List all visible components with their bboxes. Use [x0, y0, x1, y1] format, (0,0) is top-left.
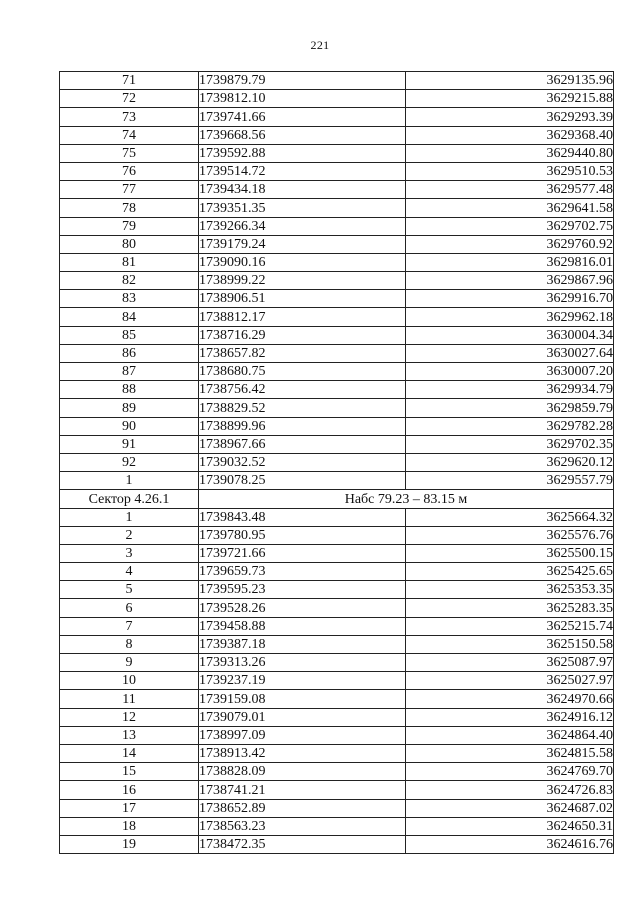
y-coordinate: 3624650.31: [406, 817, 614, 835]
table-row: [60, 399, 614, 417]
x-coordinate: 1739592.88: [199, 144, 406, 162]
y-coordinate: 3629702.35: [406, 435, 614, 453]
point-number: 4: [60, 563, 199, 581]
x-coordinate: 1739879.79: [199, 72, 406, 90]
point-number: 85: [60, 326, 199, 344]
x-coordinate: 1739812.10: [199, 90, 406, 108]
x-coordinate: 1738716.29: [199, 326, 406, 344]
y-coordinate: 3624970.66: [406, 690, 614, 708]
table-row: [60, 708, 614, 726]
table-row: [60, 363, 614, 381]
y-coordinate: 3630027.64: [406, 344, 614, 362]
table-row: [60, 617, 614, 635]
x-coordinate: 1739313.26: [199, 654, 406, 672]
point-number: 76: [60, 162, 199, 180]
x-coordinate: 1738967.66: [199, 435, 406, 453]
x-coordinate: 1738829.52: [199, 399, 406, 417]
point-number: 92: [60, 453, 199, 471]
y-coordinate: 3630007.20: [406, 363, 614, 381]
table-row: [60, 290, 614, 308]
table-row: [60, 672, 614, 690]
point-number: 75: [60, 144, 199, 162]
point-number: 2: [60, 526, 199, 544]
table-row: [60, 144, 614, 162]
point-number: 79: [60, 217, 199, 235]
x-coordinate: 1739741.66: [199, 108, 406, 126]
table-row: [60, 508, 614, 526]
x-coordinate: 1738657.82: [199, 344, 406, 362]
point-number: 84: [60, 308, 199, 326]
point-number: 10: [60, 672, 199, 690]
point-number: 89: [60, 399, 199, 417]
point-number: 78: [60, 199, 199, 217]
x-coordinate: 1738652.89: [199, 799, 406, 817]
point-number: 17: [60, 799, 199, 817]
point-number: 83: [60, 290, 199, 308]
table-row: [60, 581, 614, 599]
coordinates-table: [59, 71, 614, 854]
table-row: [60, 635, 614, 653]
sector-label: Сектор 4.26.1: [60, 490, 199, 508]
x-coordinate: 1739595.23: [199, 581, 406, 599]
table-row: [60, 199, 614, 217]
table-row: [60, 744, 614, 762]
point-number: 72: [60, 90, 199, 108]
x-coordinate: 1739843.48: [199, 508, 406, 526]
x-coordinate: 1738999.22: [199, 272, 406, 290]
table-row: [60, 726, 614, 744]
y-coordinate: 3625664.32: [406, 508, 614, 526]
y-coordinate: 3629577.48: [406, 181, 614, 199]
x-coordinate: 1738828.09: [199, 763, 406, 781]
table-row: [60, 272, 614, 290]
y-coordinate: 3629440.80: [406, 144, 614, 162]
point-number: 1: [60, 472, 199, 490]
x-coordinate: 1739780.95: [199, 526, 406, 544]
point-number: 73: [60, 108, 199, 126]
y-coordinate: 3624864.40: [406, 726, 614, 744]
point-number: 7: [60, 617, 199, 635]
y-coordinate: 3629620.12: [406, 453, 614, 471]
y-coordinate: 3624726.83: [406, 781, 614, 799]
table-row: [60, 126, 614, 144]
y-coordinate: 3629510.53: [406, 162, 614, 180]
point-number: 13: [60, 726, 199, 744]
y-coordinate: 3629859.79: [406, 399, 614, 417]
point-number: 77: [60, 181, 199, 199]
table-row: [60, 544, 614, 562]
table-row: [60, 526, 614, 544]
table-row: [60, 308, 614, 326]
point-number: 1: [60, 508, 199, 526]
table-row: [60, 472, 614, 490]
point-number: 81: [60, 253, 199, 271]
y-coordinate: 3630004.34: [406, 326, 614, 344]
y-coordinate: 3629293.39: [406, 108, 614, 126]
x-coordinate: 1738680.75: [199, 363, 406, 381]
table-row: [60, 253, 614, 271]
x-coordinate: 1739458.88: [199, 617, 406, 635]
y-coordinate: 3625353.35: [406, 581, 614, 599]
x-coordinate: 1739514.72: [199, 162, 406, 180]
point-number: 15: [60, 763, 199, 781]
point-number: 3: [60, 544, 199, 562]
x-coordinate: 1738563.23: [199, 817, 406, 835]
y-coordinate: 3629816.01: [406, 253, 614, 271]
y-coordinate: 3629867.96: [406, 272, 614, 290]
y-coordinate: 3625425.65: [406, 563, 614, 581]
table-row: [60, 435, 614, 453]
point-number: 87: [60, 363, 199, 381]
table-row: [60, 817, 614, 835]
table-row: [60, 690, 614, 708]
y-coordinate: 3625283.35: [406, 599, 614, 617]
table-row: [60, 344, 614, 362]
point-number: 90: [60, 417, 199, 435]
y-coordinate: 3629641.58: [406, 199, 614, 217]
table-row: [60, 781, 614, 799]
y-coordinate: 3624916.12: [406, 708, 614, 726]
point-number: 6: [60, 599, 199, 617]
point-number: 91: [60, 435, 199, 453]
y-coordinate: 3625215.74: [406, 617, 614, 635]
point-number: 9: [60, 654, 199, 672]
y-coordinate: 3625576.76: [406, 526, 614, 544]
point-number: 8: [60, 635, 199, 653]
table-row: [60, 417, 614, 435]
x-coordinate: 1739528.26: [199, 599, 406, 617]
point-number: 86: [60, 344, 199, 362]
x-coordinate: 1739090.16: [199, 253, 406, 271]
point-number: 74: [60, 126, 199, 144]
y-coordinate: 3629702.75: [406, 217, 614, 235]
table-row: [60, 235, 614, 253]
page-number: 221: [310, 38, 330, 52]
y-coordinate: 3624687.02: [406, 799, 614, 817]
x-coordinate: 1739237.19: [199, 672, 406, 690]
x-coordinate: 1738913.42: [199, 744, 406, 762]
y-coordinate: 3629760.92: [406, 235, 614, 253]
x-coordinate: 1739078.25: [199, 472, 406, 490]
point-number: 80: [60, 235, 199, 253]
x-coordinate: 1739668.56: [199, 126, 406, 144]
y-coordinate: 3629962.18: [406, 308, 614, 326]
x-coordinate: 1739032.52: [199, 453, 406, 471]
table-row: [60, 599, 614, 617]
x-coordinate: 1738812.17: [199, 308, 406, 326]
x-coordinate: 1739659.73: [199, 563, 406, 581]
y-coordinate: 3629782.28: [406, 417, 614, 435]
y-coordinate: 3625500.15: [406, 544, 614, 562]
table-row: [60, 763, 614, 781]
x-coordinate: 1738899.96: [199, 417, 406, 435]
point-number: 14: [60, 744, 199, 762]
x-coordinate: 1739387.18: [199, 635, 406, 653]
x-coordinate: 1739434.18: [199, 181, 406, 199]
y-coordinate: 3629215.88: [406, 90, 614, 108]
point-number: 19: [60, 835, 199, 853]
point-number: 88: [60, 381, 199, 399]
x-coordinate: 1738741.21: [199, 781, 406, 799]
point-number: 12: [60, 708, 199, 726]
y-coordinate: 3624815.58: [406, 744, 614, 762]
point-number: 82: [60, 272, 199, 290]
table-row: [60, 162, 614, 180]
table-row: [60, 181, 614, 199]
table-row: [60, 217, 614, 235]
x-coordinate: 1738472.35: [199, 835, 406, 853]
table-row: [60, 108, 614, 126]
point-number: 11: [60, 690, 199, 708]
table-row: [60, 563, 614, 581]
y-coordinate: 3629135.96: [406, 72, 614, 90]
table-row: [60, 72, 614, 90]
y-coordinate: 3624616.76: [406, 835, 614, 853]
y-coordinate: 3629368.40: [406, 126, 614, 144]
x-coordinate: 1739159.08: [199, 690, 406, 708]
x-coordinate: 1739721.66: [199, 544, 406, 562]
table-row: [60, 381, 614, 399]
sector-header-row: [60, 490, 614, 508]
y-coordinate: 3629916.70: [406, 290, 614, 308]
table-row: [60, 90, 614, 108]
x-coordinate: 1738756.42: [199, 381, 406, 399]
point-number: 71: [60, 72, 199, 90]
x-coordinate: 1738997.09: [199, 726, 406, 744]
x-coordinate: 1739266.34: [199, 217, 406, 235]
y-coordinate: 3629934.79: [406, 381, 614, 399]
y-coordinate: 3629557.79: [406, 472, 614, 490]
table-row: [60, 453, 614, 471]
y-coordinate: 3624769.70: [406, 763, 614, 781]
x-coordinate: 1739179.24: [199, 235, 406, 253]
y-coordinate: 3625150.58: [406, 635, 614, 653]
x-coordinate: 1739079.01: [199, 708, 406, 726]
table-row: [60, 654, 614, 672]
x-coordinate: 1738906.51: [199, 290, 406, 308]
y-coordinate: 3625087.97: [406, 654, 614, 672]
x-coordinate: 1739351.35: [199, 199, 406, 217]
y-coordinate: 3625027.97: [406, 672, 614, 690]
point-number: 5: [60, 581, 199, 599]
point-number: 16: [60, 781, 199, 799]
point-number: 18: [60, 817, 199, 835]
table-row: [60, 326, 614, 344]
table-row: [60, 835, 614, 853]
depth-range-label: Набс 79.23 – 83.15 м: [199, 490, 614, 508]
coordinates-table-body: [60, 72, 614, 854]
table-row: [60, 799, 614, 817]
